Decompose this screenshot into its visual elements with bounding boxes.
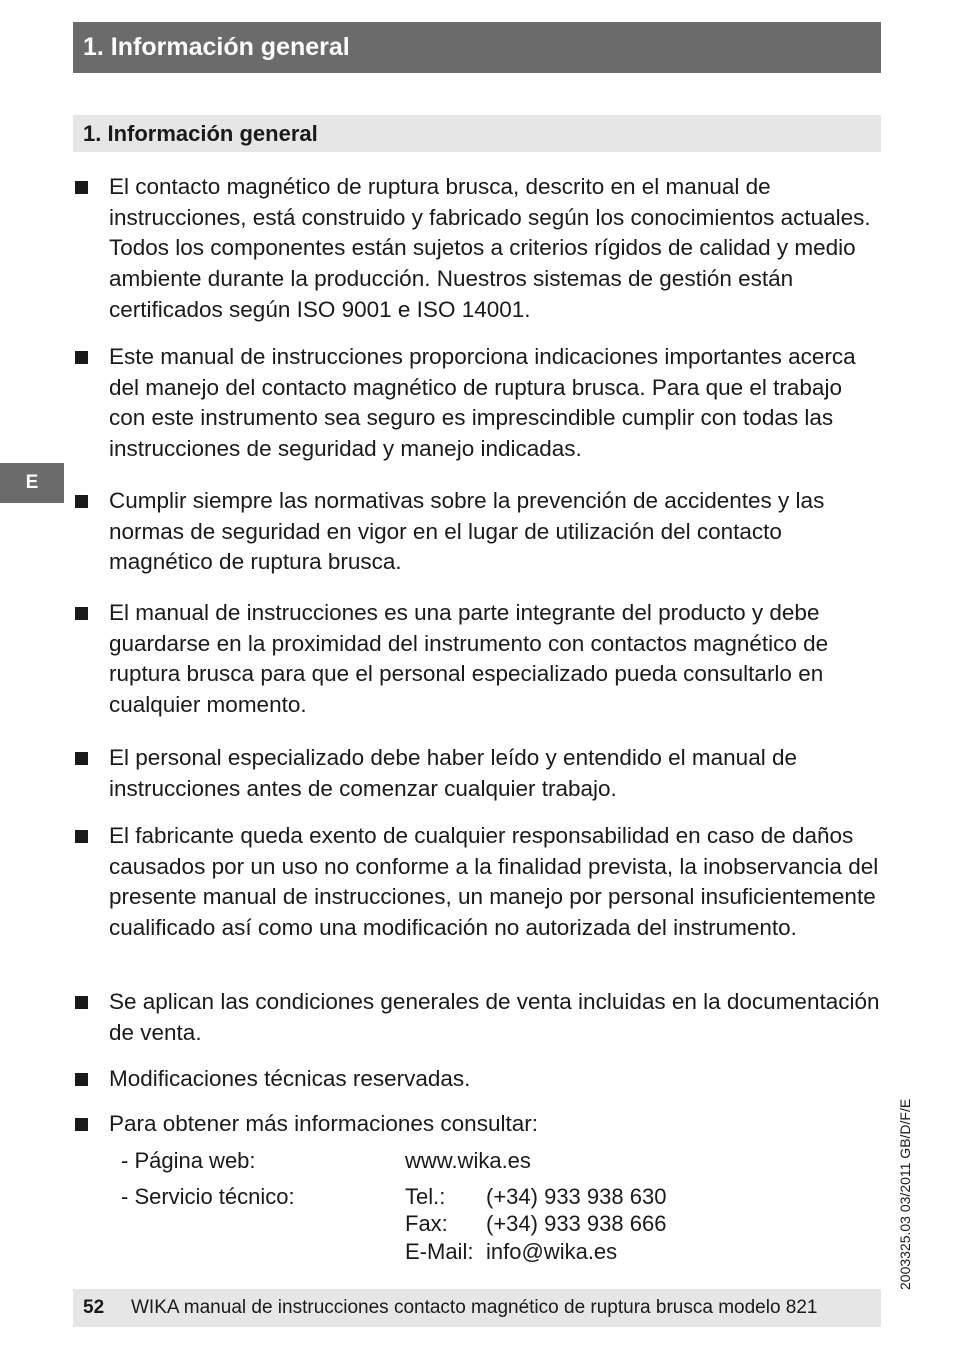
bullet-square-icon bbox=[75, 1118, 88, 1131]
bullet-square-icon bbox=[75, 181, 88, 194]
fax-label: Fax: bbox=[405, 1211, 448, 1236]
tel-value: (+34) 933 938 630 bbox=[486, 1184, 667, 1209]
footer-text: WIKA manual de instrucciones contacto magnético de ruptura brusca modelo 821 bbox=[131, 1297, 818, 1318]
document-reference: 2003325.03 03/2011 GB/D/F/E bbox=[897, 1098, 913, 1290]
email-value: info@wika.es bbox=[486, 1239, 618, 1264]
bullet-square-icon bbox=[75, 495, 88, 508]
list-item: Para obtener más informaciones consultar: bbox=[109, 1111, 538, 1136]
list-item: Este manual de instrucciones proporciona indicaciones importantes acerca del manejo del contacto magnético de ruptura brusca. Para que el trabajo con este instrumento sea seguro es imprescindible cumplir con todas las instrucciones de seguridad y manejo indicadas. bbox=[109, 344, 856, 462]
web-value: www.wika.es bbox=[405, 1148, 531, 1173]
bullet-square-icon bbox=[75, 351, 88, 364]
page-title: 1. Información general bbox=[83, 33, 350, 61]
list-item: Modificaciones técnicas reservadas. bbox=[109, 1066, 471, 1091]
web-label: - Página web: bbox=[121, 1148, 256, 1173]
tel-label: Tel.: bbox=[405, 1184, 446, 1209]
section-title: 1. Información general bbox=[83, 121, 318, 146]
language-tab-label: E bbox=[25, 472, 39, 493]
bullet-square-icon bbox=[75, 607, 88, 620]
language-tab bbox=[0, 463, 64, 503]
bullet-square-icon bbox=[75, 830, 88, 843]
list-item: El personal especializado debe haber leído y entendido el manual de instrucciones antes de comenzar cualquier trabajo. bbox=[109, 745, 797, 801]
list-item: El fabricante queda exento de cualquier responsabilidad en caso de daños causados por un uso no conforme a la finalidad prevista, la inobservancia del presente manual de instrucciones, un manejo por personal insuficientemente cualificado así como una modificación no autorizada del instrumento. bbox=[109, 823, 879, 941]
list-item: El manual de instrucciones es una parte integrante del producto y debe guardarse en la proximidad del instrumento con contactos magnético de ruptura brusca para que el personal especializado pueda consultarlo en cualquier momento. bbox=[109, 600, 829, 718]
section-heading bbox=[73, 115, 881, 152]
email-label: E-Mail: bbox=[405, 1239, 474, 1264]
service-label: - Servicio técnico: bbox=[121, 1184, 295, 1209]
bullet-square-icon bbox=[75, 1073, 88, 1086]
page-footer bbox=[73, 1289, 881, 1327]
list-item: Se aplican las condiciones generales de venta incluidas en la documentación de venta. bbox=[109, 989, 880, 1045]
list-item: Cumplir siempre las normativas sobre la prevención de accidentes y las normas de seguridad en vigor en el lugar de utilización del contacto magnético de ruptura brusca. bbox=[109, 488, 825, 575]
bullet-square-icon bbox=[75, 752, 88, 765]
bullet-square-icon bbox=[75, 996, 88, 1009]
page-header bbox=[73, 22, 881, 73]
list-item: El contacto magnético de ruptura brusca, descrito en el manual de instrucciones, está construido y fabricado según los conocimientos actuales. Todos los componentes están sujetos a criterios rígidos de calidad y medio ambiente durante la producción. Nuestros sistemas de gestión están certificados según ISO 9001 e ISO 14001. bbox=[109, 174, 871, 322]
fax-value: (+34) 933 938 666 bbox=[486, 1211, 667, 1236]
page-number: 52 bbox=[83, 1297, 105, 1318]
